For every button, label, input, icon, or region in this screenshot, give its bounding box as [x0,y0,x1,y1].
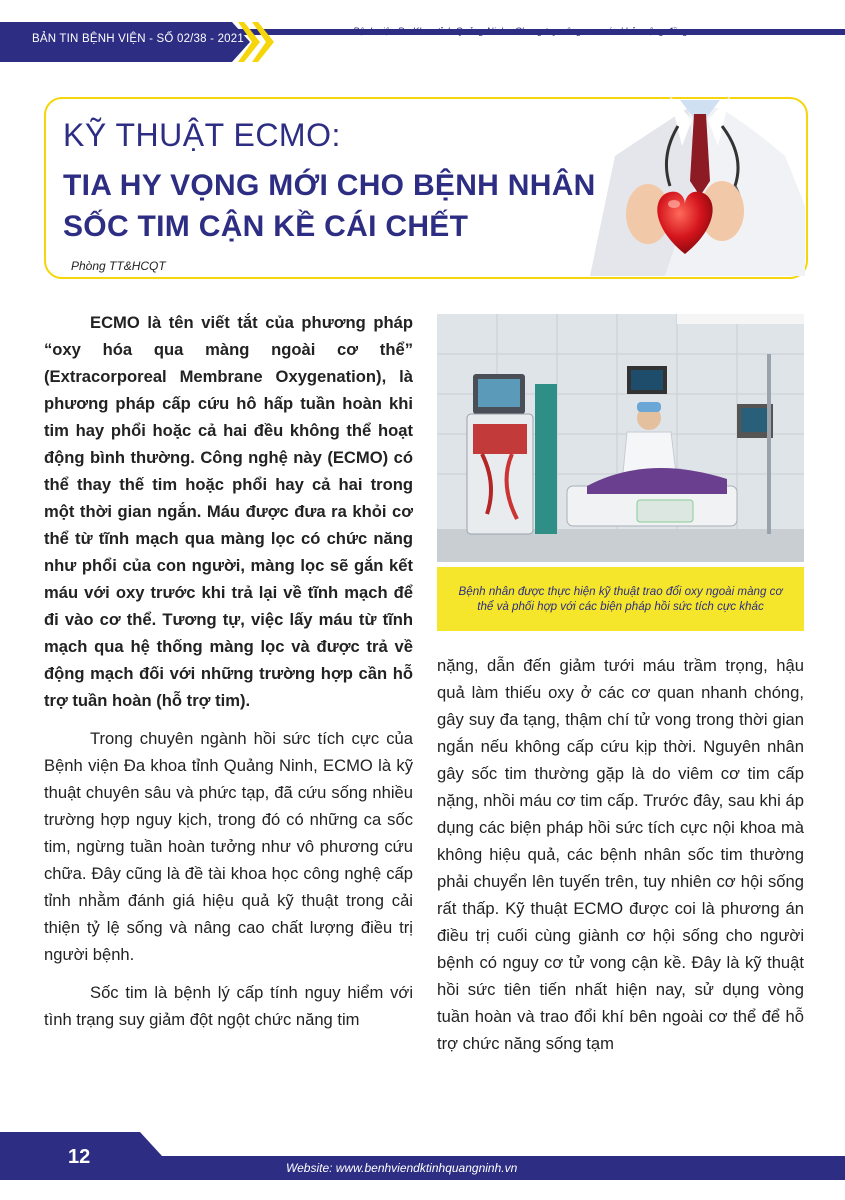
body-paragraph-continued: nặng, dẫn đến giảm tưới máu trầm trọng, hậu quả làm thiếu oxy ở các cơ quan nhanh chóng, gây suy đa tạng, thậm chí tử vong trong thời gian ngắn nếu không cấp cứu kịp thời. Nguyên nhân gây sốc tim thường gặp là do viêm cơ tim cấp nặng, nhồi máu cơ tim cấp. Trước đây, sau khi áp dụng các biện pháp hồi sức tích cực nội khoa mà không hiệu quả, các bệnh nhân sốc tim thường phải chuyển lên tuyến trên, tuy nhiên cơ hội sống rất thấp. Kỹ thuật ECMO được coi là phương án điều trị cuối cùng giành cơ hội sống cho người bệnh có nguy cơ tử vong cận kề. Đây là kỹ thuật hồi sức tiên tiến nhất hiện nay, sử dụng vòng tuần hoàn và trao đổi khí bên ngoài cơ thể để hỗ trợ chức năng sống tạm [437,656,804,1053]
hospital-slogan: Bệnh viện Đa Khoa tỉnh Quảng Ninh - Chung tay nâng cao sức khỏe cộng đồng [353,26,689,37]
article-headline [63,165,663,247]
body-paragraph: Trong chuyên ngành hồi sức tích cực của Bệnh viện Đa khoa tỉnh Quảng Ninh, ECMO là kỹ thuật chuyên sâu và phức tạp, đã cứu sống nhiều trường hợp nguy kịch, trong đó có những ca sốc tim, ngừng tuần hoàn tưởng như vô phương cứu chữa. Đây cũng là đề tài khoa học công nghệ cấp tỉnh nhằm đánh giá hiệu quả kỹ thuật trong cải thiện tỷ lệ sống và nâng cao chất lượng điều trị người bệnh. [44,729,413,964]
icu-ecmo-photo [437,314,804,562]
left-column [44,309,413,1033]
headline-line: TIA HY VỌNG MỚI CHO BỆNH NHÂN [63,169,596,202]
photo-caption [437,567,804,631]
right-column [437,652,804,1057]
article-byline: Phòng TT&HCQT [71,259,166,273]
headline-line: SỐC TIM CẬN KỀ CÁI CHẾT [63,210,469,243]
article-kicker: KỸ THUẬT ECMO: [63,117,341,153]
body-paragraph: Sốc tim là bệnh lý cấp tính nguy hiểm với tình trạng suy giảm đột ngột chức năng tim [44,983,413,1029]
issue-label: BẢN TIN BỆNH VIỆN - SỐ 02/38 - 2021 [32,33,244,45]
footer-website: Website: www.benhviendktinhquangninh.vn [286,1161,518,1175]
lead-paragraph: ECMO là tên viết tắt của phương pháp “oxy hóa qua màng ngoài cơ thể” (Extracorporeal Membrane Oxygenation), là phương pháp cấp cứu hô hấp tuần hoàn khi tim hay phổi hoặc cả hai đều không thể hoạt động bình thường. Công nghệ này (ECMO) có thể thay thế tim hoặc phổi hay cả hai trong một thời gian ngắn. Máu được đưa ra khỏi cơ thể từ tĩnh mạch qua màng lọc có chức năng như phổi của con người, màng lọc sẽ gắn kết máu với oxy trước khi trả lại về tĩnh mạch để đi vào cơ thể. Tương tự, việc lấy máu từ tĩnh mạch qua hệ thống màng lọc và được trả về động mạch đối với những trường hợp cần hỗ trợ tuần hoàn (hỗ trợ tim). [44,313,413,710]
page-number: 12 [68,1146,91,1168]
photo-caption-text: Bệnh nhân được thực hiện kỹ thuật trao đổi oxy ngoài màng cơ thể và phối hợp với các biện pháp hồi sức tích cực khác [458,585,783,613]
